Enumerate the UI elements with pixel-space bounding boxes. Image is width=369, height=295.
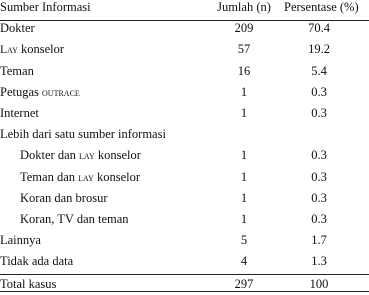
- row-source-suffix: lay: [78, 171, 94, 184]
- table-header-row: [0, 0, 369, 18]
- total-source: Total kasus: [0, 276, 57, 291]
- table-row: [0, 82, 369, 103]
- row-source-main: Teman dan: [20, 169, 76, 184]
- header-source: Sumber Informasi: [0, 0, 91, 14]
- table-row: [0, 188, 369, 209]
- row-source: Internet: [0, 106, 39, 120]
- total-count: 297: [234, 276, 254, 291]
- row-percent: 5.4: [311, 63, 327, 78]
- row-percent: 0.3: [311, 212, 327, 226]
- table-row: [0, 209, 369, 230]
- table-row: [0, 167, 369, 188]
- row-source: [0, 82, 80, 104]
- header-percent: Persentase (%): [284, 0, 359, 14]
- row-source: Lebih dari satu sumber informasi: [0, 127, 166, 142]
- row-source: Dokter: [0, 21, 35, 36]
- row-percent: 70.4: [308, 21, 330, 36]
- row-source-tail: konselor: [96, 169, 141, 184]
- row-source-prefix: Lay: [0, 44, 18, 57]
- bottom-rule: [0, 291, 369, 292]
- row-source-main: konselor: [20, 42, 65, 57]
- row-percent: 0.3: [311, 148, 327, 163]
- row-count: 4: [240, 254, 248, 269]
- row-source-suffix: outrace: [42, 86, 80, 99]
- row-source: Koran, TV dan teman: [20, 212, 129, 226]
- table-row: [0, 18, 369, 39]
- row-source-main: Dokter dan: [20, 148, 76, 163]
- table-row: [0, 61, 369, 82]
- row-percent: 1.7: [311, 233, 327, 248]
- row-source: Lainnya: [0, 233, 41, 248]
- row-source: Koran dan brosur: [20, 190, 108, 205]
- row-percent: 1.3: [311, 254, 327, 269]
- row-count: 5: [240, 233, 248, 248]
- row-count: 1: [240, 190, 248, 205]
- row-source: [20, 167, 140, 189]
- table-group-row: [0, 124, 369, 145]
- header-count: Jumlah (n): [217, 0, 271, 14]
- row-percent: 0.3: [311, 106, 327, 120]
- row-source: Teman: [0, 63, 34, 78]
- row-count: 1: [240, 148, 248, 163]
- row-count: 1: [240, 212, 248, 226]
- table-row: [0, 230, 369, 251]
- table-row: [0, 103, 369, 124]
- table-row: [0, 251, 369, 272]
- row-source-tail: konselor: [97, 148, 141, 163]
- table-row: [0, 145, 369, 166]
- row-count: 1: [240, 84, 248, 99]
- row-count: 209: [234, 21, 254, 36]
- total-percent: 100: [309, 276, 329, 291]
- row-count: 57: [237, 42, 251, 57]
- row-percent: 0.3: [311, 190, 327, 205]
- row-source: Tidak ada data: [0, 254, 74, 269]
- row-source-main: Petugas: [0, 84, 39, 99]
- row-count: 1: [240, 106, 248, 120]
- row-percent: 0.3: [311, 84, 327, 99]
- row-percent: 0.3: [311, 169, 327, 184]
- row-count: 16: [237, 63, 251, 78]
- row-source: [20, 145, 141, 167]
- table-row: [0, 39, 369, 60]
- row-percent: 19.2: [308, 42, 330, 57]
- row-source-suffix: lay: [79, 150, 95, 163]
- row-count: 1: [240, 169, 248, 184]
- row-source: [0, 39, 64, 61]
